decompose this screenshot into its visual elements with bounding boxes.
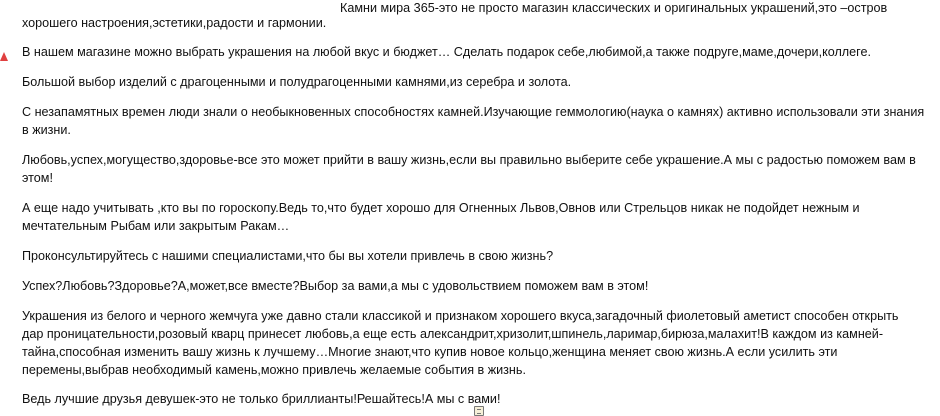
text-line: Камни мира 365-это не просто магазин классических и оригинальных украшений,это –остров [340, 1, 888, 15]
text-line: мечтательным Рыбам или закрытым Ракам… [22, 219, 290, 233]
spellcheck-marker-icon [0, 52, 8, 61]
text-line: в жизни. [22, 123, 71, 137]
text-line: перемены,выбрав необходимый камень,можно привлечь желаемые события в жизнь. [22, 363, 526, 377]
text-line: хорошего настроения,эстетики,радости и гармонии. [22, 16, 327, 30]
text-line: Ведь лучшие друзья девушек-это не только бриллианты!Решайтесь!А мы с вами! [22, 392, 501, 406]
text-line: Успех?Любовь?Здоровье?А,может,все вместе?Выбор за вами,а мы с удовольствием поможем вам в этом! [22, 279, 649, 293]
text-line: Любовь,успех,могущество,здоровье-все это может прийти в вашу жизнь,если вы правильно выберите себе украшение.А мы с радостью поможем вам в [22, 153, 916, 167]
text-line: Проконсультируйтесь с нашими специалистами,что бы вы хотели привлечь в свою жизнь? [22, 249, 554, 263]
text-line: Украшения из белого и черного жемчуга уже давно стали классикой и признаком хорошего вкуса,загадочный фиолетовый аметист способен открыть [22, 309, 899, 323]
text-line: Большой выбор изделий с драгоценными и полудрагоценными камнями,из серебра и золота. [22, 75, 572, 89]
text-line: дар проницательности,розовый кварц принесет любовь,а еще есть александрит,хризолит,шпинель,ларимар,бирюза,малахит!В каждом из камней- [22, 327, 884, 341]
text-line: С незапамятных времен люди знали о необыкновенных способностях камней.Изучающие геммологию(наука о камнях) активно использовали эти знания [22, 105, 925, 119]
text-line: тайна,способная изменить вашу жизнь к лучшему…Многие знают,что купив новое кольцо,женщина меняет свою жизнь.А если усилить эти [22, 345, 838, 359]
text-line: этом! [22, 171, 53, 185]
text-line: В нашем магазине можно выбрать украшения на любой вкус и бюджет… Сделать подарок себе,любимой,а также подруге,маме,дочери,коллеге. [22, 45, 871, 59]
text-line: А еще надо учитывать ,кто вы по гороскопу.Ведь то,что будет хорошо для Огненных Львов,Овнов или Стрельцов никак не подойдет нежным и [22, 201, 860, 215]
paste-options-icon[interactable] [474, 406, 484, 416]
